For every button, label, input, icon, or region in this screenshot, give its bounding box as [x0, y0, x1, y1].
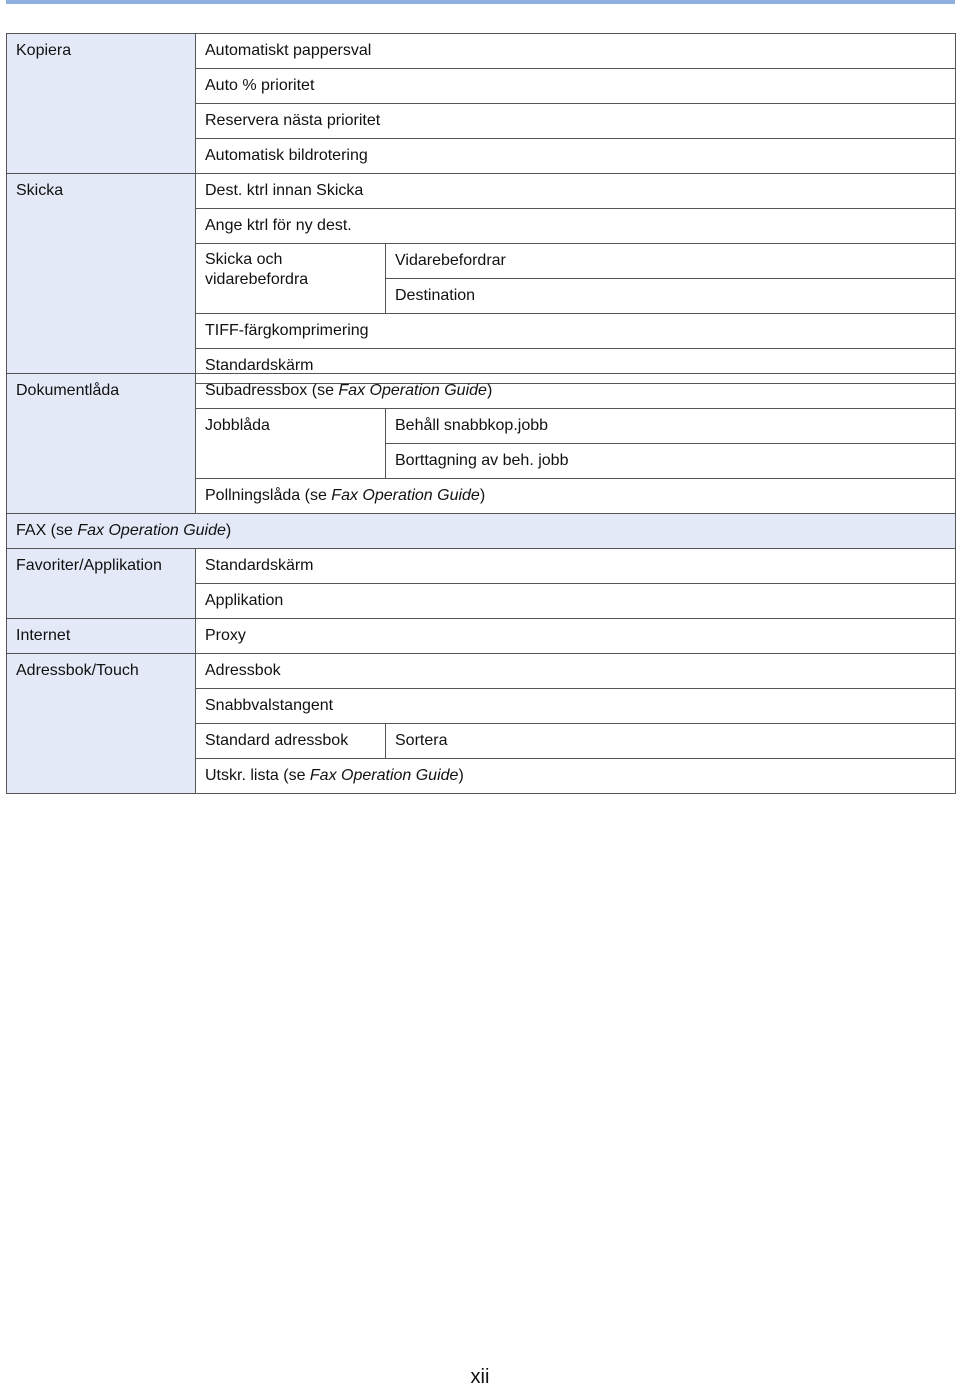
sub-menu-item: Borttagning av beh. jobb	[386, 444, 956, 479]
category-skicka: Skicka	[7, 174, 196, 384]
guide-reference: Fax Operation Guide	[331, 487, 480, 504]
menu-item: Standardskärm	[196, 349, 956, 384]
category-adressbok-touch: Adressbok/Touch	[7, 654, 196, 794]
menu-table-lower	[6, 373, 956, 794]
menu-item: Ange ktrl för ny dest.	[196, 209, 956, 244]
menu-item: Jobblåda	[196, 409, 386, 479]
category-favoriter: Favoriter/Applikation	[7, 549, 196, 619]
menu-item: Automatisk bildrotering	[196, 139, 956, 174]
menu-item: Applikation	[196, 584, 956, 619]
category-dokumentlada: Dokumentlåda	[7, 374, 196, 514]
table-row	[7, 514, 956, 549]
guide-reference: Fax Operation Guide	[77, 522, 226, 539]
menu-item: Auto % prioritet	[196, 69, 956, 104]
table-row	[7, 374, 956, 409]
table-row	[7, 654, 956, 689]
menu-item: Adressbok	[196, 654, 956, 689]
menu-item: Snabbvalstangent	[196, 689, 956, 724]
table-row	[7, 174, 956, 209]
menu-item: Dest. ktrl innan Skicka	[196, 174, 956, 209]
category-kopiera: Kopiera	[7, 34, 196, 174]
menu-item: Skicka och vidarebefordra	[196, 244, 386, 314]
category-text: FAX (se	[16, 522, 78, 539]
menu-item-text: )	[458, 767, 464, 784]
menu-item: TIFF-färgkomprimering	[196, 314, 956, 349]
table-row	[7, 549, 956, 584]
menu-item	[196, 374, 956, 409]
menu-table	[6, 33, 956, 384]
sub-menu-item: Destination	[386, 279, 956, 314]
menu-item	[196, 759, 956, 794]
menu-item: Reservera nästa prioritet	[196, 104, 956, 139]
menu-item-text: )	[486, 382, 493, 399]
top-rule	[6, 0, 955, 4]
table-row	[7, 619, 956, 654]
menu-item: Standard adressbok	[196, 724, 386, 759]
guide-reference: Fax Operation Guide	[309, 767, 459, 784]
category-fax	[7, 514, 956, 549]
menu-item: Proxy	[196, 619, 956, 654]
table-row	[7, 34, 956, 69]
menu-item-text: Pollningslåda (se	[205, 487, 332, 504]
category-text: )	[225, 522, 232, 539]
sub-menu-item: Vidarebefordrar	[386, 244, 956, 279]
sub-menu-item: Behåll snabbkop.jobb	[386, 409, 956, 444]
sub-menu-item: Sortera	[386, 724, 956, 759]
menu-item	[196, 479, 956, 514]
menu-item-text: )	[479, 487, 486, 504]
menu-item-text: Utskr. lista (se	[205, 767, 310, 784]
category-internet: Internet	[7, 619, 196, 654]
menu-item-text: Subadressbox (se	[205, 382, 339, 399]
menu-item: Automatiskt pappersval	[196, 34, 956, 69]
menu-item: Standardskärm	[196, 549, 956, 584]
guide-reference: Fax Operation Guide	[338, 382, 487, 399]
page-number: xii	[470, 1366, 490, 1388]
